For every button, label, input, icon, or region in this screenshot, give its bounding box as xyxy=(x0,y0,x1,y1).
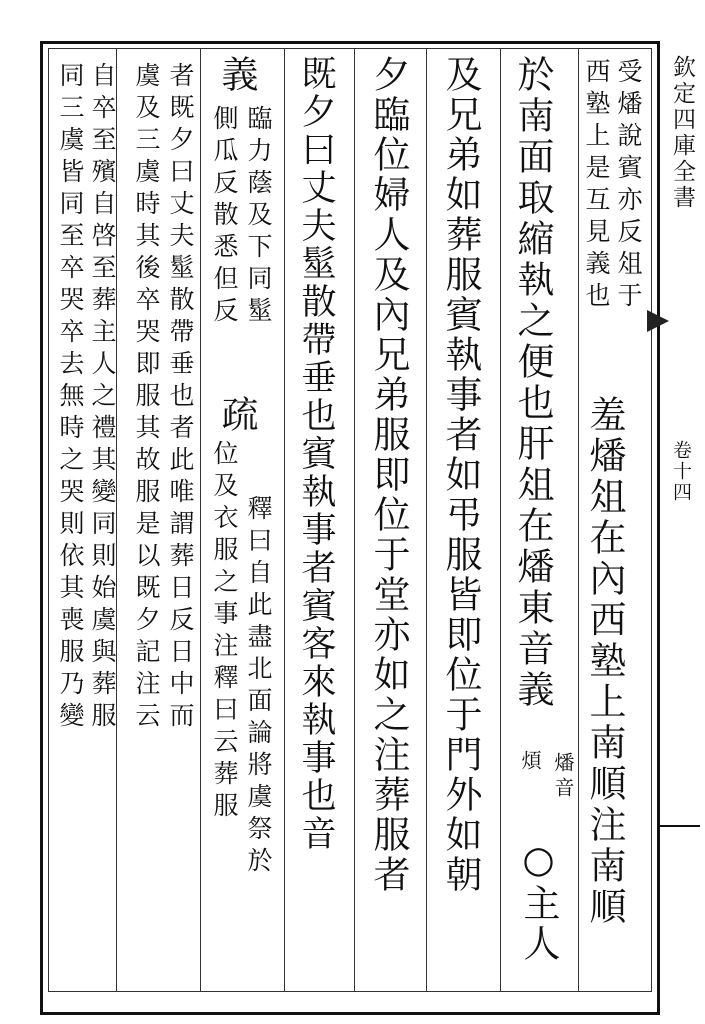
main-text-column: ○主人 xyxy=(517,838,560,964)
commentary-column: 虞及三虞時其後卒哭即服其故服是以既夕記注云 xyxy=(132,62,161,734)
commentary-column: 自卒至殯自啓至葬主人之禮其變同則始虞與葬服 xyxy=(88,62,117,734)
book-title: 欽定四庫全書 xyxy=(669,55,695,211)
commentary-column: 者既夕曰丈夫髽散帶垂也者此唯謂葬日反日中而 xyxy=(166,62,195,734)
commentary-column: 燔音 xyxy=(551,752,575,802)
main-text-column: 夕臨位婦人及內兄弟服即位于堂亦如之注葬服者 xyxy=(367,55,410,895)
column-rule xyxy=(200,49,201,991)
commentary-column: 同三虞皆同至卒哭卒去無時之哭則依其喪服乃變 xyxy=(56,62,85,734)
commentary-column: 西塾上是互見義也 xyxy=(582,58,611,314)
commentary-column: 位及衣服之事注釋曰云葬服 xyxy=(210,440,239,824)
yinyi-marker: 義 xyxy=(215,55,258,95)
main-text-column: 於南面取縮執之便也肝俎在燔東音義 xyxy=(511,55,554,711)
column-rule xyxy=(354,49,355,991)
commentary-column: 受燔說賓亦反俎于 xyxy=(614,58,643,314)
shu-marker: 疏 xyxy=(215,395,258,435)
main-text-column: 既夕曰丈夫髽散帶垂也賓執事者賓客來執事也音 xyxy=(296,55,336,853)
juan-number: 卷十四 xyxy=(670,440,692,503)
column-rule xyxy=(578,49,579,991)
commentary-column: 煩 xyxy=(518,750,542,775)
column-rule xyxy=(426,49,427,991)
column-rule xyxy=(500,49,501,991)
commentary-column: 釋曰自此盡北面論將虞祭於 xyxy=(244,495,273,879)
main-text-column: 羞燔俎在內西塾上南順注南順 xyxy=(583,395,626,928)
margin-tick xyxy=(660,825,700,827)
main-text-column: 及兄弟如葬服賓執事者如弔服皆即位于門外如朝 xyxy=(439,55,482,895)
column-rule xyxy=(284,49,285,991)
commentary-column: 臨力蔭及下同髽 xyxy=(244,105,273,329)
commentary-column: 側瓜反散悉但反 xyxy=(210,105,239,329)
